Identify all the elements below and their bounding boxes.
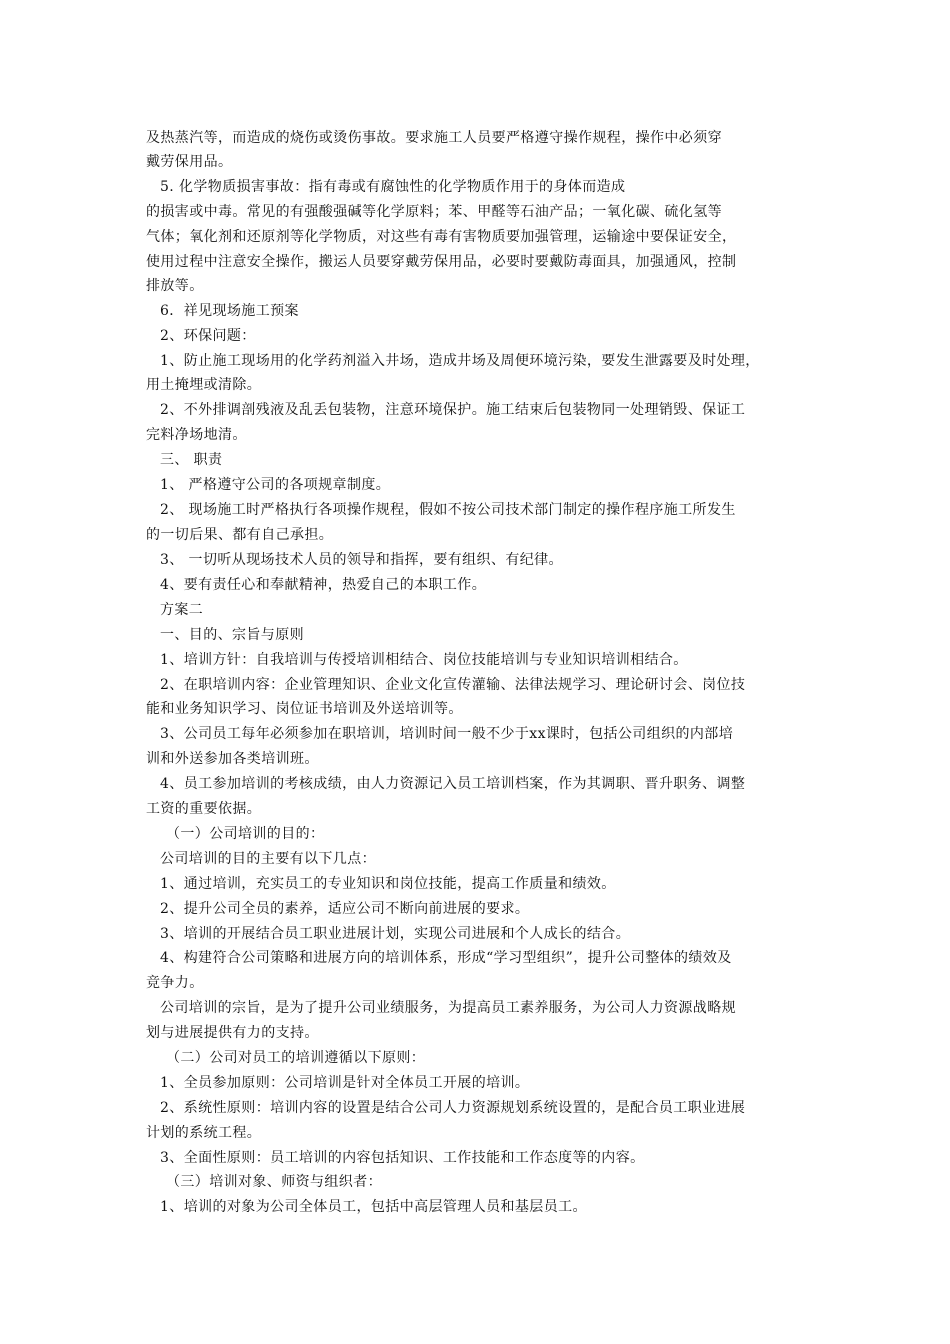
section-heading: （一）公司培训的目的：	[166, 826, 325, 842]
text-line: 4、要有责任心和奉献精神，热爱自己的本职工作。	[160, 577, 487, 593]
text-line: 1、防止施工现场用的化学药剂溢入井场，造成井场及周便环境污染，要发生泄露要及时处理，	[160, 353, 760, 369]
text-line: 的一切后果、都有自己承担。	[146, 527, 334, 543]
text-line: 1、全员参加原则：公司培训是针对全体员工开展的培训。	[160, 1075, 530, 1091]
text-line: 1、 严格遵守公司的各项规章制度。	[160, 477, 391, 493]
text-line: 计划的系统工程。	[146, 1125, 262, 1141]
text-line: 5. 化学物质损害事故：指有毒或有腐蚀性的化学物质作用于的身体而造成	[160, 179, 626, 195]
section-heading: 方案二	[160, 602, 204, 618]
text-line: 3、 一切听从现场技术人员的领导和指挥，要有组织、有纪律。	[160, 552, 563, 568]
text-line: 排放等。	[146, 278, 204, 294]
text-line: 气体；氧化剂和还原剂等化学物质，对这些有毒有害物质要加强管理，运输途中要保证安全，	[146, 229, 737, 245]
text-line: 2、环保问题：	[160, 328, 256, 344]
text-line: 2、系统性原则：培训内容的设置是结合公司人力资源规划系统设置的，是配合员工职业进展	[160, 1100, 746, 1116]
text-line: 训和外送参加各类培训班。	[146, 751, 319, 767]
section-heading: 一、目的、宗旨与原则	[160, 627, 304, 643]
text-line: 划与进展提供有力的支持。	[146, 1025, 319, 1041]
text-line: 3、培训的开展结合员工职业进展计划，实现公司进展和个人成长的结合。	[160, 926, 631, 942]
text-line: 使用过程中注意安全操作，搬运人员要穿戴劳保用品，必要时要戴防毒面具，加强通风，控制	[146, 254, 737, 270]
text-line: 公司培训的宗旨，是为了提升公司业绩服务，为提高员工素养服务，为公司人力资源战略规	[160, 1000, 736, 1016]
text-line: 3、全面性原则：员工培训的内容包括知识、工作技能和工作态度等的内容。	[160, 1150, 645, 1166]
text-line: 2、在职培训内容：企业管理知识、企业文化宣传灌输、法律法规学习、理论研讨会、岗位技	[160, 677, 746, 693]
text-line: 1、培训的对象为公司全体员工，包括中高层管理人员和基层员工。	[160, 1199, 587, 1215]
text-line: 6．祥见现场施工预案	[160, 303, 299, 319]
text-line: 竞争力。	[146, 975, 204, 991]
text-line: 3、公司员工每年必须参加在职培训，培训时间一般不少于xx课时，包括公司组织的内部培	[160, 726, 734, 742]
text-line: 1、培训方针：自我培训与传授培训相结合、岗位技能培训与专业知识培训相结合。	[160, 652, 688, 668]
text-line: 的损害或中毒。常见的有强酸强碱等化学原料；苯、甲醛等石油产品；一氧化碳、硫化氢等	[146, 204, 722, 220]
text-line: 完料净场地清。	[146, 427, 247, 443]
text-line: 能和业务知识学习、岗位证书培训及外送培训等。	[146, 701, 463, 717]
text-line: 工资的重要依据。	[146, 801, 262, 817]
text-line: 2、提升公司全员的素养，适应公司不断向前进展的要求。	[160, 901, 530, 917]
text-line: 戴劳保用品。	[146, 154, 233, 170]
text-line: 1、通过培训，充实员工的专业知识和岗位技能，提高工作质量和绩效。	[160, 876, 616, 892]
text-line: 4、员工参加培训的考核成绩，由人力资源记入员工培训档案，作为其调职、晋升职务、调整	[160, 776, 746, 792]
text-line: 4、构建符合公司策略和进展方向的培训体系，形成“学习型组织”，提升公司整体的绩效及	[160, 950, 732, 966]
section-heading: 三、 职责	[160, 452, 223, 468]
text-line: 2、 现场施工时严格执行各项操作规程，假如不按公司技术部门制定的操作程序施工所发生	[160, 502, 736, 518]
text-line: 2、不外排调剖残液及乱丢包装物，注意环境保护。施工结束后包装物同一处理销毁、保证工	[160, 402, 746, 418]
section-heading: （三）培训对象、师资与组织者：	[166, 1174, 382, 1190]
text-line: 公司培训的目的主要有以下几点：	[160, 851, 376, 867]
section-heading: （二）公司对员工的培训遵循以下原则：	[166, 1050, 426, 1066]
text-line: 及热蒸汽等，而造成的烧伤或烫伤事故。要求施工人员要严格遵守操作规程，操作中必须穿	[146, 130, 722, 146]
text-line: 用土掩埋或清除。	[146, 377, 262, 393]
